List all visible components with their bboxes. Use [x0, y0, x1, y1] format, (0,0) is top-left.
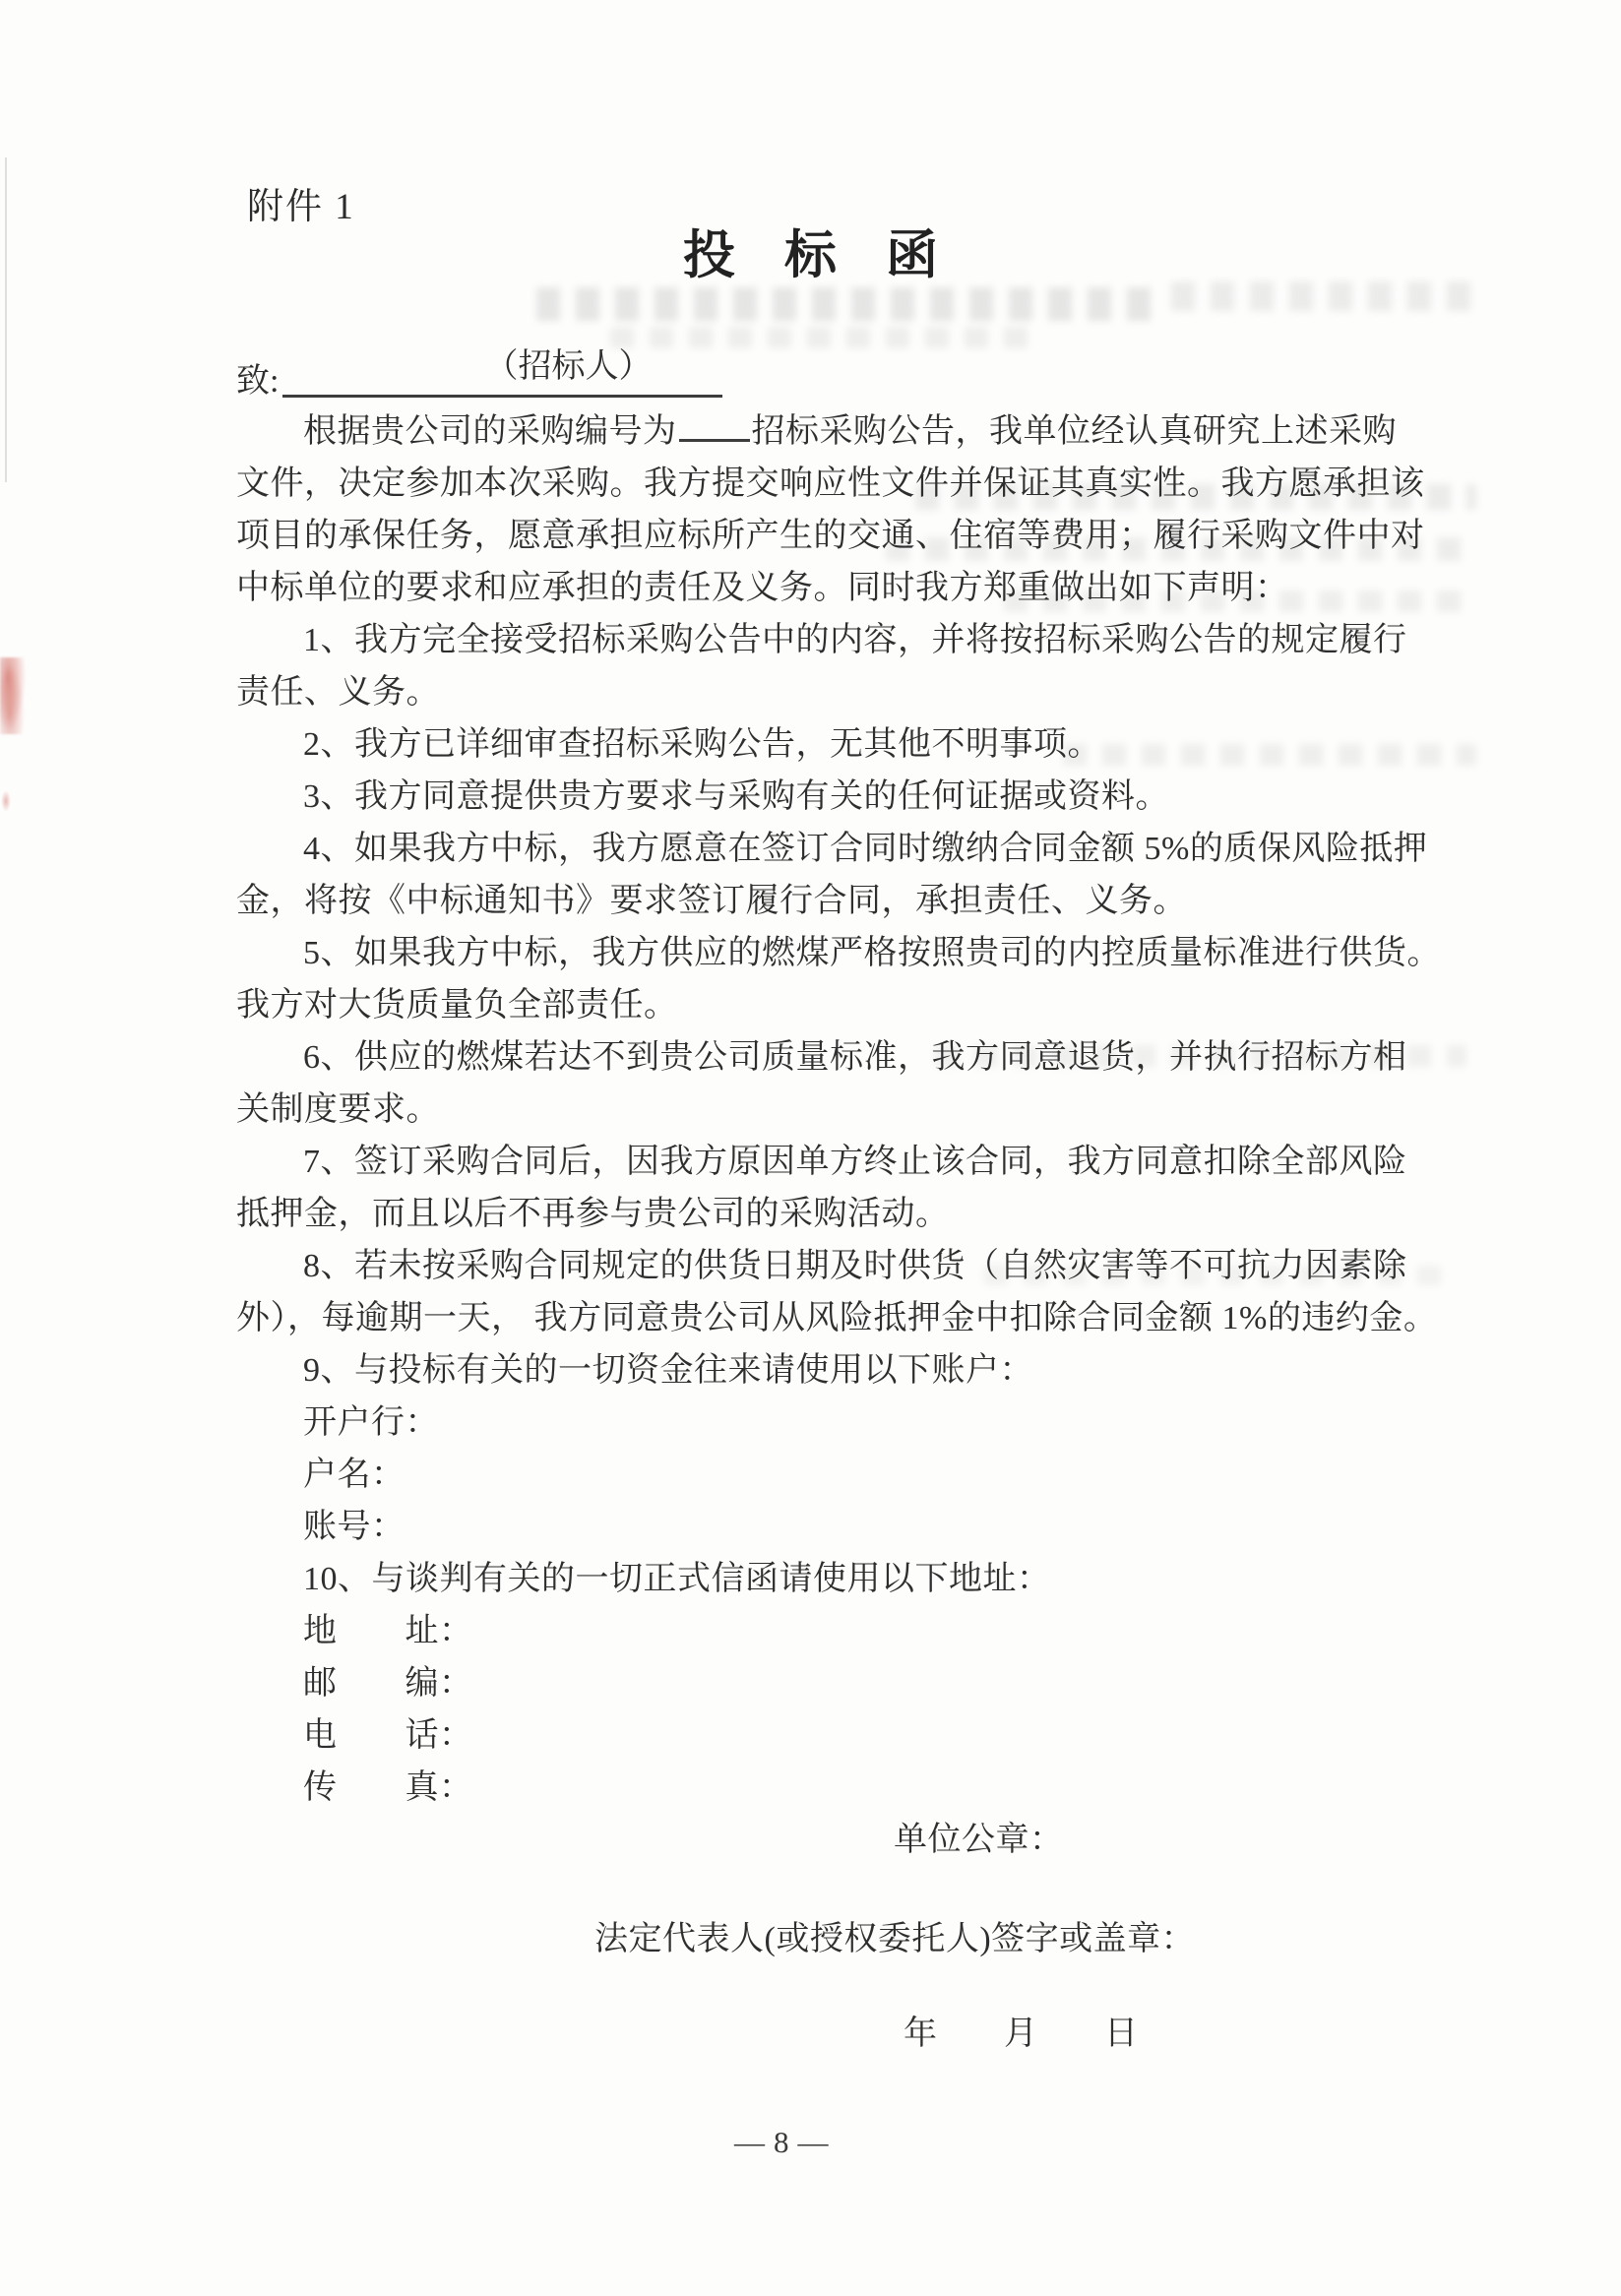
- field-line-address: 地 址：: [303, 1613, 473, 1649]
- bleed-through-artifact: [1171, 281, 1486, 311]
- salutation-prefix: 致:: [236, 363, 280, 400]
- declaration-item-5-continued: 我方对大货质量负全部责任。: [236, 987, 678, 1024]
- intro-before-blank: 根据贵公司的采购编号为: [303, 413, 677, 450]
- legal-representative-signature-label: 法定代表人(或授权委托人)签字或盖章：: [594, 1921, 1196, 1957]
- declaration-item-2: 2、我方已详细审查招标采购公告，无其他不明事项。: [303, 726, 1101, 763]
- declaration-item-6-continued: 关制度要求。: [236, 1091, 440, 1128]
- field-line-postcode: 邮 编：: [303, 1665, 473, 1702]
- red-ink-speck: [1, 790, 11, 812]
- declaration-item-7: 7、签订采购合同后，因我方原因单方终止该合同，我方同意扣除全部风险: [303, 1144, 1407, 1180]
- intro-paragraph-line: [236, 405, 1516, 458]
- procurement-number-blank: [679, 439, 750, 442]
- salutation-line: [236, 342, 722, 406]
- field-line-fax: 传 真：: [303, 1769, 473, 1806]
- field-line-phone: 电 话：: [303, 1717, 473, 1754]
- declaration-item-5: 5、如果我方中标，我方供应的燃煤严格按照贵司的内控质量标准进行供货。: [303, 935, 1441, 971]
- declaration-item-10: 10、与谈判有关的一切正式信函请使用以下地址：: [303, 1561, 1051, 1597]
- paragraph-line: 项目的承保任务，愿意承担应标所产生的交通、住宿等费用；履行采购文件中对: [236, 518, 1425, 554]
- attachment-label: 附件 1: [247, 187, 355, 227]
- declaration-item-7-continued: 抵押金，而且以后不再参与贵公司的采购活动。: [236, 1196, 950, 1232]
- paragraph-line: 中标单位的要求和应承担的责任及义务。同时我方郑重做出如下声明：: [236, 570, 1289, 606]
- field-line-account-name: 户名：: [303, 1457, 405, 1493]
- company-seal-label: 单位公章：: [894, 1822, 1064, 1858]
- intro-after-blank: 招标采购公告，我单位经认真研究上述采购: [751, 413, 1397, 450]
- declaration-item-1: 1、我方完全接受招标采购公告中的内容，并将按招标采购公告的规定履行: [303, 622, 1407, 658]
- declaration-item-3: 3、我方同意提供贵方要求与采购有关的任何证据或资料。: [303, 778, 1169, 815]
- declaration-item-8-continued: 外），每逾期一天， 我方同意贵公司从风险抵押金中扣除合同金额 1%的违约金。: [236, 1300, 1438, 1336]
- bidder-placeholder-label: （招标人）: [484, 348, 653, 385]
- declaration-item-4: 4、如果我方中标，我方愿意在签订合同时缴纳合同金额 5%的质保风险抵押: [303, 831, 1428, 867]
- declaration-item-9: 9、与投标有关的一切资金往来请使用以下账户：: [303, 1352, 1033, 1389]
- declaration-item-4-continued: 金，将按《中标通知书》要求签订履行合同，承担责任、义务。: [236, 883, 1187, 919]
- recipient-underline: [282, 342, 722, 398]
- declaration-item-6: 6、供应的燃煤若达不到贵公司质量标准，我方同意退货，并执行招标方相: [303, 1039, 1407, 1076]
- document-title: 投标函: [683, 227, 987, 284]
- page-number: —8—: [734, 2125, 838, 2159]
- red-ink-smudge: [0, 657, 28, 734]
- declaration-item-8: 8、若未按采购合同规定的供货日期及时供货（自然灾害等不可抗力因素除: [303, 1248, 1407, 1284]
- date-line: 年 月 日: [904, 2016, 1138, 2052]
- letter-body: [236, 405, 1516, 1866]
- bleed-through-artifact: [536, 287, 1166, 321]
- declaration-item-1-continued: 责任、义务。: [236, 674, 440, 711]
- field-line-bank: 开户行：: [303, 1404, 439, 1441]
- field-line-account-number: 账号：: [303, 1509, 405, 1545]
- paragraph-line: 文件，决定参加本次采购。我方提交响应性文件并保证其真实性。我方愿承担该: [236, 465, 1425, 502]
- scan-edge-artifact: [5, 157, 7, 482]
